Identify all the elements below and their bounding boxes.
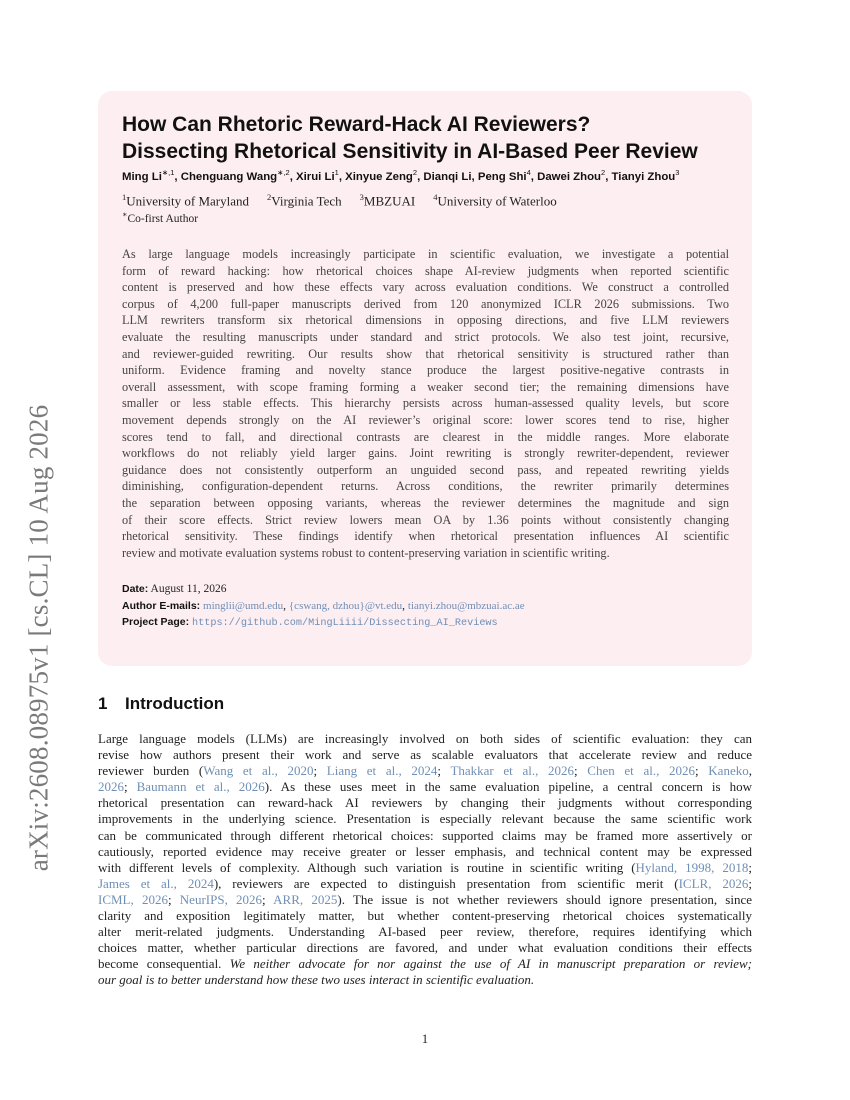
affiliation-name: University of Waterloo <box>437 193 557 209</box>
abstract-line: corpus of 4,200 full-paper manuscripts derived from 120 anonymized ICLR 2026 submissions. Two <box>122 296 729 311</box>
abstract-line: LLM rewriters transform six rhetorical dimensions in opposing directions, and five LLM reviewers <box>122 313 729 328</box>
date-label: Date: <box>122 583 149 595</box>
citation-link[interactable]: James et al., 2024 <box>98 875 214 891</box>
abstract-line: rhetorical sensitivity. These findings identify when rhetorical presentation influences AI scientific <box>122 529 729 544</box>
abstract-line: movement depends strongly on the AI reviewer’s original score: lower scores tend to rise, higher <box>122 412 729 427</box>
email-link[interactable]: minglii@umd.edu <box>203 600 284 612</box>
intro-line: Large language models (LLMs) are increasingly involved on both sides of scientific evaluation: they can <box>98 731 752 746</box>
abstract-line: workflows do not reliably yield larger gains. Joint rewriting is strongly rewriter-dependent, reviewer <box>122 446 729 461</box>
abstract-line: uniform. Evidence framing and novelty stance produce the largest positive-negative contrasts in <box>122 363 729 378</box>
citation-link[interactable]: Baumann et al., 2026 <box>136 779 265 795</box>
intro-line: can be communicated through different rhetorical choices: supported claims may be framed more assertively or <box>98 827 752 843</box>
author-sup: ∗,2 <box>277 168 290 177</box>
project-label: Project Page: <box>122 616 190 628</box>
date-row <box>122 583 226 595</box>
intro-line: our goal is to better understand how these two uses interact in scientific evaluation. <box>98 972 535 988</box>
affiliation-sup: 2 <box>267 192 272 202</box>
project-link[interactable]: https://github.com/MingLiiii/Dissecting_AI_Reviews <box>191 618 498 629</box>
intro-line: alter merit-related judgments. Understanding AI-based peer review, therefore, requires identifying which <box>98 924 752 940</box>
intro-line: rhetorical presentation can reward-hack AI reviewers by changing their judgments without corresponding <box>98 795 752 811</box>
author-name: Chenguang Wang <box>180 170 278 183</box>
abstract-line: As large language models increasingly participate in scientific evaluation, we investigate a potential <box>122 247 729 261</box>
abstract-line: overall assessment, with scope framing forming a weaker second tier; the remaining dimensions have <box>122 379 729 394</box>
citation-link[interactable]: Kaneko <box>708 763 749 779</box>
email-link[interactable]: {cswang, dzhou}@vt.edu <box>288 600 403 612</box>
abstract-line: evaluate the resulting manuscripts under standard and strict protocols. We also test joint, recursive, <box>122 329 729 344</box>
section-number: 1 <box>98 694 108 713</box>
author-sup: ∗,1 <box>161 168 175 177</box>
co-first-sup: ∗ <box>122 210 128 219</box>
intro-line: James et al., 2024), reviewers are expected to distinguish presentation from scientific merit (ICLR, 2026; <box>98 875 752 891</box>
author-name: Xinyue Zeng <box>345 170 413 183</box>
affiliation-name: University of Maryland <box>126 193 250 209</box>
arxiv-identifier: arXiv:2608.08975v1 [cs.CL] 10 Aug 2026 <box>23 404 54 872</box>
author-name: Tianyi Zhou <box>611 170 676 183</box>
author-name: Dianqi Li <box>423 170 472 183</box>
author-name: Xirui Li <box>296 170 335 183</box>
citation-link[interactable]: Chen et al., 2026 <box>587 763 696 779</box>
abstract-line: review and motivate evaluation systems robust to content-preserving variation in scientific writing. <box>122 545 610 560</box>
citation-link[interactable]: Wang et al., 2020 <box>203 763 314 779</box>
intro-line: choices matter, whether particular directions are favored, and under what evaluation conditions their effects <box>98 940 752 956</box>
author-sup: 3 <box>675 168 680 177</box>
abstract-line: and reviewer-guided rewriting. Our results show that rhetorical sensitivity is structured rather than <box>122 346 729 361</box>
intro-line: ICML, 2026; NeurIPS, 2026; ARR, 2025). The issue is not whether reviewers should ignore presentation, since <box>98 891 753 907</box>
citation-link[interactable]: 2026 <box>98 779 124 795</box>
intro-line: clarity and exposition legitimately matter, but whether content-preserving rhetorical choices systematically <box>98 908 752 924</box>
title-line-1: How Can Rhetoric Reward-Hack AI Reviewers? <box>122 113 591 136</box>
affiliation-sup: 1 <box>122 192 127 202</box>
paper-title <box>122 111 742 165</box>
intro-line: improvements in the underlying science. Presentation is especially relevant because the same scientific work <box>98 811 752 827</box>
citation-link[interactable]: Thakkar et al., 2026 <box>450 763 575 779</box>
abstract-line: the separation between opposing variants, whereas the reviewer determines the magnitude and sign <box>122 495 729 510</box>
citation-link[interactable]: ARR, 2025 <box>273 891 338 907</box>
citation-link[interactable]: Hyland, 1998, 2018 <box>635 859 749 875</box>
section-title: Introduction <box>125 694 225 713</box>
abstract-text <box>122 246 729 561</box>
date-value: August 11, 2026 <box>150 583 227 595</box>
intro-line: revise how authors present their work and serve as scalable evaluators that accelerate review and reduce <box>98 747 752 763</box>
author-sup: 1 <box>334 168 339 177</box>
affiliation-list <box>122 192 557 209</box>
co-first-text: Co-first Author <box>127 212 199 225</box>
author-name: Peng Shi <box>477 170 527 183</box>
page-number: 1 <box>421 1032 429 1046</box>
abstract-line: smaller or less stable effects. This hierarchy persists across human-assessed quality levels, but score <box>122 396 729 411</box>
citation-link[interactable]: ICLR, 2026 <box>678 875 749 891</box>
abstract-line: scores tend to fall, and directional contrasts are clearest in the middle ranges. More elaborate <box>122 429 729 444</box>
citation-link[interactable]: NeurIPS, 2026 <box>179 891 263 907</box>
author-emails-row: Author E-mails: minglii@umd.edu, {cswang, dzhou}@vt.edu, tianyi.zhou@mbzuai.ac.ae <box>122 600 525 612</box>
intro-line: 2026; Baumann et al., 2026). As these uses meet in the same evaluation pipeline, a central concern is how <box>98 779 753 795</box>
arxiv-side-stamp <box>18 393 60 883</box>
section-heading <box>98 694 224 714</box>
project-page-row <box>122 616 498 629</box>
affiliation-name: MBZUAI <box>363 193 416 209</box>
affiliation-sup: 4 <box>433 192 438 202</box>
citation-link[interactable]: Liang et al., 2024 <box>326 763 438 779</box>
author-sup: 4 <box>526 168 531 177</box>
co-first-note <box>122 210 198 225</box>
intro-line: with different levels of complexity. Although such variation is routine in scientific writing (Hyland, 1998, 2018; <box>98 859 753 875</box>
emails-label: Author E-mails: <box>122 600 201 612</box>
abstract-line: of their score effects. Strict review lowers mean OA by 1.36 points without consistently changing <box>122 512 729 527</box>
title-line-2: Dissecting Rhetorical Sensitivity in AI-Based Peer Review <box>122 140 698 163</box>
abstract-line: form of reward hacking: how rhetorical choices shape AI-review judgments when reported scientific <box>122 263 729 278</box>
citation-link[interactable]: ICML, 2026 <box>98 891 168 907</box>
affiliation-sup: 3 <box>359 192 364 202</box>
intro-line: become consequential. We neither advocate for nor against the use of AI in manuscript preparation or review; <box>98 956 752 972</box>
author-name: Dawei Zhou <box>537 170 602 183</box>
introduction-text <box>98 731 752 989</box>
abstract-line: content is preserved and how these effects vary across evaluation conditions. We construct a controlled <box>122 280 729 295</box>
affiliation-name: Virginia Tech <box>271 193 342 209</box>
intro-line: cautiously, reported evidence may receive greater or lesser emphasis, and technical content may be expressed <box>98 843 752 859</box>
author-name: Ming Li <box>122 170 162 183</box>
intro-line: reviewer burden (Wang et al., 2020; Liang et al., 2024; Thakkar et al., 2026; Chen et al., 2026; Kaneko, <box>98 763 752 779</box>
author-list: Ming $Li^{∗,1}$, Chenguang Wang$^{∗,2}$, Xirui Li$^1$, Xinyue Zeng$^2$, Dianqi Li, Peng Shi$^4$, Dawei Zhou$^2$, Tianyi Zhou$^3$ <box>122 168 680 183</box>
email-link[interactable]: tianyi.zhou@mbzuai.ac.ae <box>407 600 525 612</box>
abstract-line: guidance does not consistently outperform an unguided second pass, and repeated rewriting yields <box>122 462 729 477</box>
author-sup: 2 <box>412 168 418 177</box>
author-sup: 2 <box>601 168 606 177</box>
abstract-line: diminishing, configuration-dependent returns. Across conditions, the rewriter primarily determines <box>122 479 729 494</box>
